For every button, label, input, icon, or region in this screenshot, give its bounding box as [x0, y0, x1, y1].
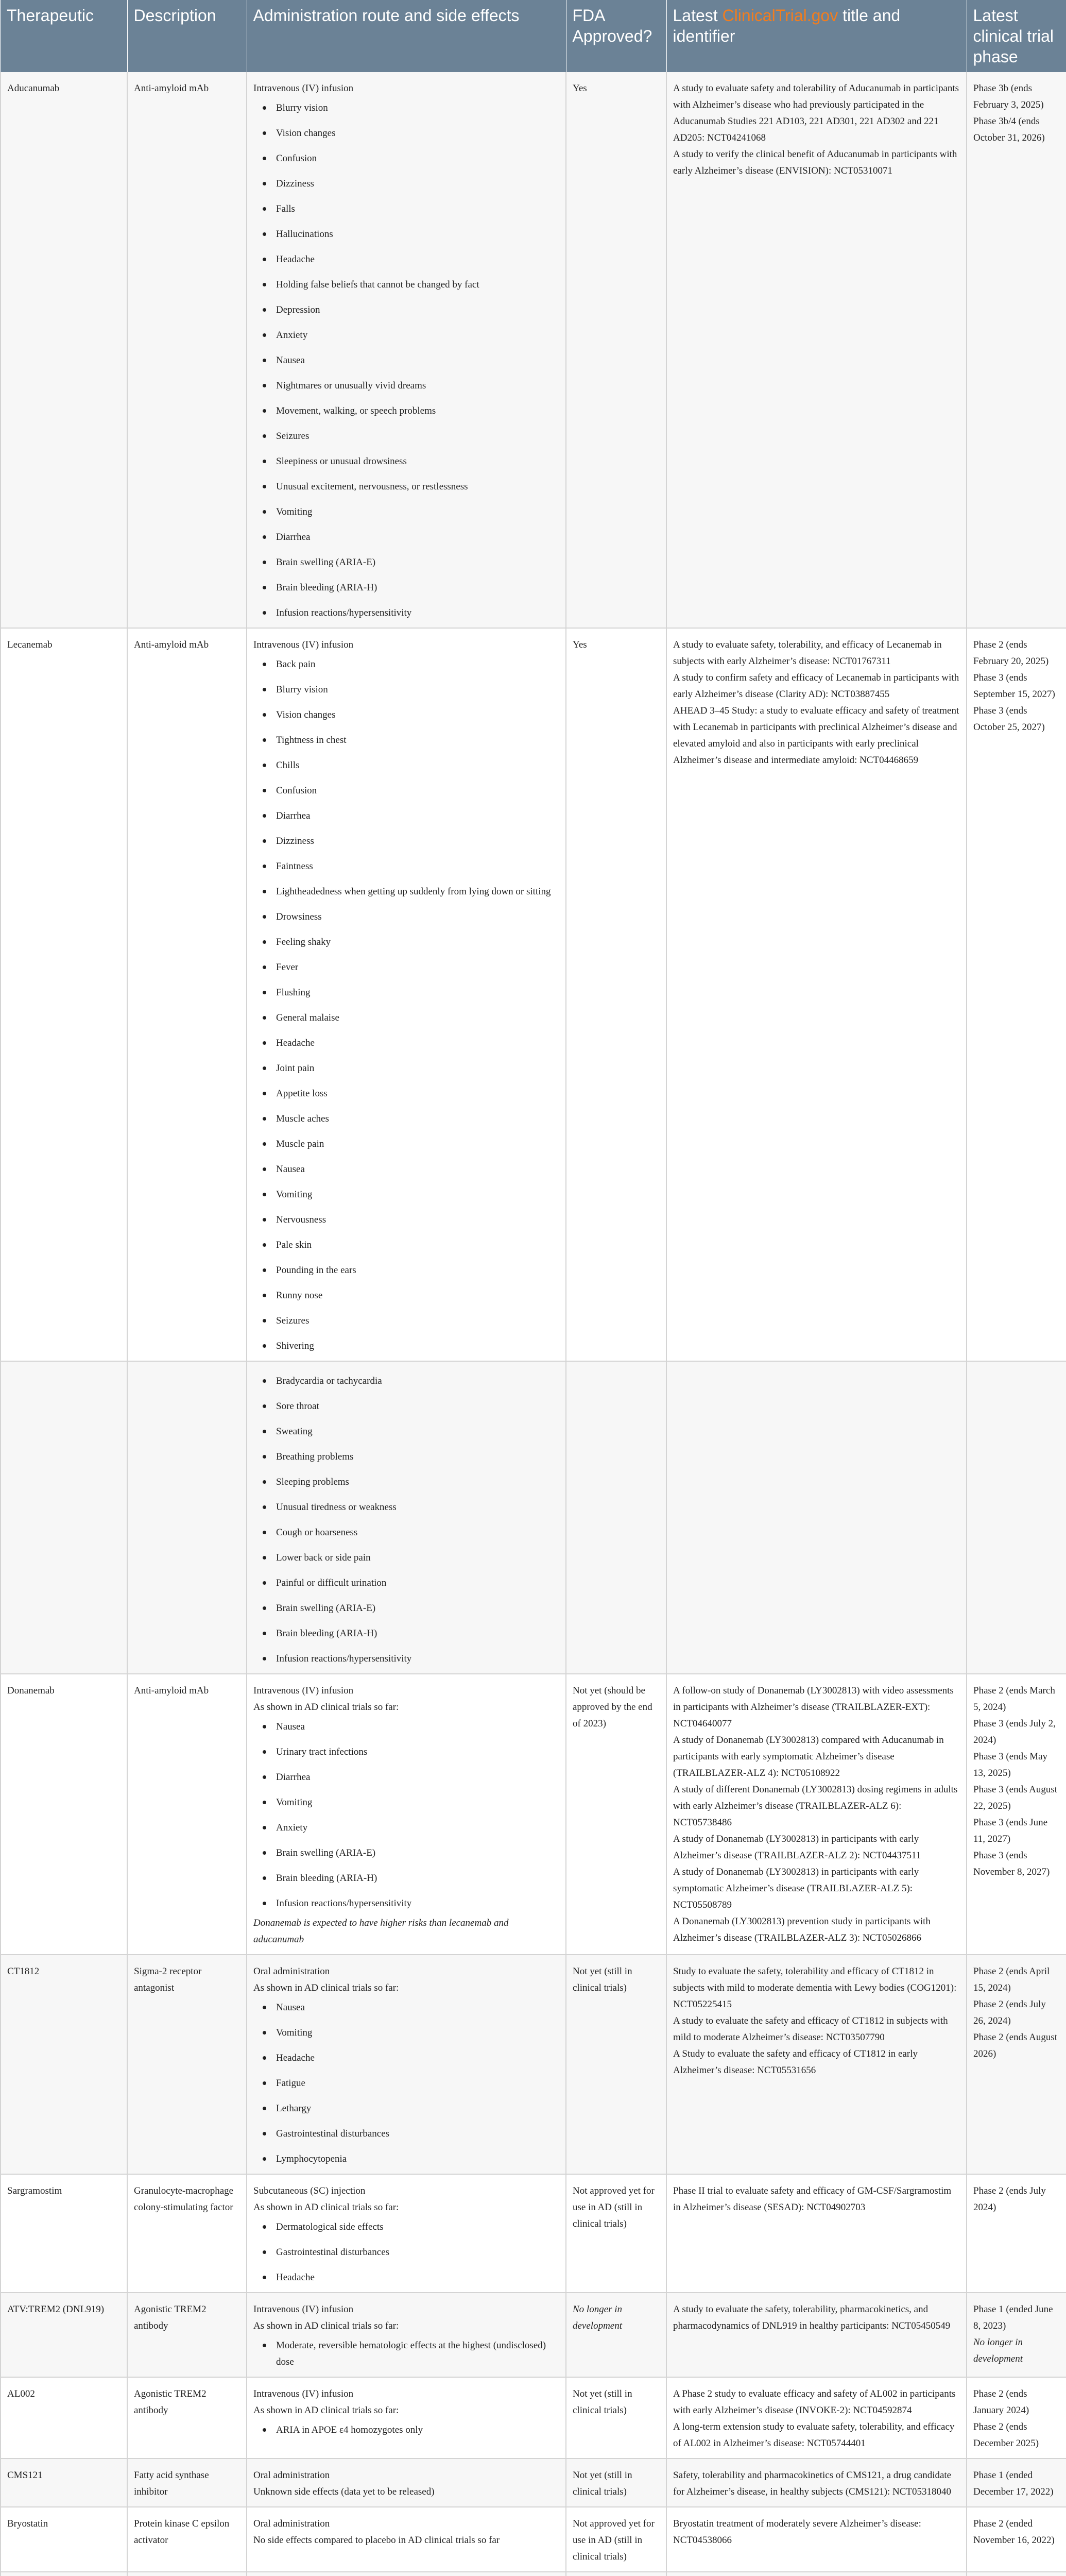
side-effect-item: Flushing — [253, 985, 559, 1001]
fda-approved-cell: Yes — [566, 72, 666, 628]
therapeutic-cell — [1, 2572, 127, 2576]
side-effect-item: Moderate, reversible hematologic effects at the highest (undisclosed) dose — [253, 2337, 559, 2370]
administration-cell — [247, 1955, 566, 2174]
side-effect-item: Muscle pain — [253, 1136, 559, 1153]
phase-note: No longer in development — [973, 2337, 1023, 2364]
therapeutic-cell: CMS121 — [1, 2459, 127, 2507]
side-effect-item: Lightheadedness when getting up suddenly from lying down or sitting — [253, 884, 559, 900]
description-cell: Fatty acid synthase inhibitor — [127, 2459, 247, 2507]
side-effect-item: Urinary tract infections — [253, 1744, 559, 1760]
side-effect-item: Unusual tiredness or weakness — [253, 1499, 559, 1516]
trials-cell — [666, 2507, 967, 2572]
description-cell: Anti-amyloid mAb — [127, 72, 247, 628]
side-effect-item: Brain bleeding (ARIA-H) — [253, 580, 559, 596]
side-effect-item: Diarrhea — [253, 1769, 559, 1786]
trial-entry: A follow-on study of Donanemab (LY3002813) with video assessments in participants with Alzheimer’s disease (TRAILBLAZER-EXT): NCT04640077 — [673, 1685, 954, 1729]
side-effect-item: Headache — [253, 1035, 559, 1052]
description-cell: Granulocyte-macrophage colony-stimulating factor — [127, 2174, 247, 2293]
phase-cell — [967, 2293, 1066, 2377]
side-effect-item: Brain bleeding (ARIA-H) — [253, 1870, 559, 1887]
trials-cell — [666, 1674, 967, 1955]
phase-entry: Phase 3 (ends July 2, 2024) — [973, 1718, 1056, 1745]
trial-entry: A study to confirm safety and efficacy of Lecanemab in participants with early Alzheimer’s disease (Clarity AD): NCT03887455 — [673, 672, 959, 700]
phase-entry: Phase 2 (ends January 2024) — [973, 2388, 1029, 2416]
trial-entry: Phase II trial to evaluate safety and efficacy of GM-CSF/Sargramostim in Alzheimer’s disease (SESAD): NCT04902703 — [673, 2185, 952, 2213]
side-effects-list — [253, 100, 559, 621]
trial-entry: A study to evaluate safety, tolerability, and efficacy of Lecanemab in subjects with early Alzheimer’s disease: NCT01767311 — [673, 639, 942, 667]
table-row — [1, 2507, 1066, 2572]
phase-entry: Phase 2 (ends December 2025) — [973, 2421, 1039, 2449]
route-text: Intravenous (IV) infusion — [253, 1685, 354, 1696]
route-text: Intravenous (IV) infusion — [253, 639, 354, 650]
side-effect-item: Nausea — [253, 352, 559, 369]
phase-entry: Phase 3 (ends August 22, 2025) — [973, 1784, 1058, 1811]
side-effect-item: Nausea — [253, 1999, 559, 2016]
side-effect-item: Drowsiness — [253, 909, 559, 925]
phase-entry: Phase 2 (ends July 26, 2024) — [973, 1999, 1046, 2026]
administration-cell — [247, 1674, 566, 1955]
trial-entry: A study to evaluate the safety, tolerability, pharmacokinetics, and pharmacodynamics of DNL919 in healthy participants: NCT05450549 — [673, 2304, 951, 2331]
trial-entry: Study to evaluate the safety, tolerability and efficacy of CT1812 in subjects with mild to moderate dementia with Lewy bodies (COG1201): NCT05225415 — [673, 1966, 957, 2010]
header-phase: Latest clinical trial phase — [967, 0, 1066, 72]
side-effect-item: Headache — [253, 2050, 559, 2066]
trial-entry: A Phase 2 study to evaluate efficacy and safety of AL002 in participants with early Alzheimer’s disease (INVOKE-2): NCT04592874 — [673, 2388, 956, 2416]
side-effect-item: Brain swelling (ARIA-E) — [253, 554, 559, 571]
side-effects-list — [253, 1999, 559, 2167]
route-text: Oral administration — [253, 2518, 330, 2529]
fda-approved-cell: Not yet (should be approved by the end of 2023) — [566, 1674, 666, 1955]
side-effect-item: Bradycardia or tachycardia — [253, 1373, 559, 1389]
side-effects-intro: As shown in AD clinical trials so far: — [253, 1982, 399, 1993]
side-effect-item: Movement, walking, or speech problems — [253, 403, 559, 419]
side-effect-item: ARIA in APOE ε4 homozygotes only — [253, 2422, 559, 2438]
side-effects-intro: As shown in AD clinical trials so far: — [253, 2320, 399, 2331]
side-effect-item: Blurry vision — [253, 100, 559, 116]
header-trial-prefix: Latest — [673, 6, 723, 25]
fda-approved-cell: Not yet (still in clinical trials) — [566, 1955, 666, 2174]
phase-entry: Phase 3 (ends May 13, 2025) — [973, 1751, 1048, 1778]
side-effect-item: Cough or hoarseness — [253, 1524, 559, 1541]
route-text: Intravenous (IV) infusion — [253, 2304, 354, 2315]
table-row — [1, 1955, 1066, 2174]
side-effect-item: Brain bleeding (ARIA-H) — [253, 1625, 559, 1642]
fda-approved-cell: Not approved yet for use in AD (still in clinical trials) — [566, 2507, 666, 2572]
fda-approved-cell: Yes — [566, 628, 666, 1361]
trial-entry: A study of Donanemab (LY3002813) compared with Aducanumab in participants with early symptomatic Alzheimer’s disease (TRAILBLAZER-ALZ 4): NCT05108922 — [673, 1735, 944, 1778]
side-effect-item: Dizziness — [253, 833, 559, 850]
route-text: Subcutaneous (SC) injection — [253, 2185, 366, 2196]
side-effect-item: Hallucinations — [253, 226, 559, 243]
description-cell: Agonistic TREM2 antibody — [127, 2377, 247, 2459]
trial-entry: A long-term extension study to evaluate safety, tolerability, and efficacy of AL002 in Alzheimer’s disease: NCT05744401 — [673, 2421, 955, 2449]
administration-cell — [247, 2507, 566, 2572]
phase-cell — [967, 2174, 1066, 2293]
side-effect-item: Fatigue — [253, 2075, 559, 2092]
side-effect-item: Nervousness — [253, 1212, 559, 1228]
therapeutic-cell: Aducanumab — [1, 72, 127, 628]
clinicaltrials-link[interactable]: ClinicalTrial.gov — [722, 6, 838, 25]
side-effect-item: Lethargy — [253, 2100, 559, 2117]
therapeutic-cell: Bryostatin — [1, 2507, 127, 2572]
therapeutic-cell: ATV:TREM2 (DNL919) — [1, 2293, 127, 2377]
side-effect-item: Chills — [253, 757, 559, 774]
side-effect-item: Unusual excitement, nervousness, or restlessness — [253, 479, 559, 495]
side-effect-item: Brain swelling (ARIA-E) — [253, 1845, 559, 1861]
trials-cell — [666, 2174, 967, 2293]
side-effect-item: Muscle aches — [253, 1111, 559, 1127]
side-effect-item: Brain swelling (ARIA-E) — [253, 1600, 559, 1617]
description-cell — [127, 1361, 247, 1674]
administration-cell — [247, 2572, 566, 2576]
phase-entry: Phase 2 (ends August 2026) — [973, 2032, 1058, 2059]
phase-entry: Phase 2 (ended November 16, 2022) — [973, 2518, 1055, 2546]
header-administration: Administration route and side effects — [247, 0, 566, 72]
phase-entry: Phase 1 (ended December 17, 2022) — [973, 2470, 1054, 2497]
side-effects-intro: As shown in AD clinical trials so far: — [253, 2405, 399, 2416]
therapeutic-cell: Donanemab — [1, 1674, 127, 1955]
route-text: Oral administration — [253, 1966, 330, 1977]
side-effect-item: Nausea — [253, 1161, 559, 1178]
side-effect-item: Confusion — [253, 783, 559, 799]
side-effect-item: Feeling shaky — [253, 934, 559, 951]
route-text: Oral administration — [253, 2470, 330, 2481]
side-effect-item: Sweating — [253, 1423, 559, 1440]
therapeutic-cell: Lecanemab — [1, 628, 127, 1361]
header-fda-approved: FDA Approved? — [566, 0, 666, 72]
phase-entry: Phase 3 (ends November 8, 2027) — [973, 1850, 1050, 1877]
fda-approved-cell — [566, 2572, 666, 2576]
phase-cell — [967, 1674, 1066, 1955]
side-effect-item: Vision changes — [253, 707, 559, 723]
trials-cell — [666, 2572, 967, 2576]
table-row — [1, 1361, 1066, 1674]
description-cell: Sigma-2 receptor antagonist — [127, 1955, 247, 2174]
side-effect-item: Diarrhea — [253, 808, 559, 824]
trials-cell — [666, 1955, 967, 2174]
phase-entry: Phase 2 (ends February 20, 2025) — [973, 639, 1049, 667]
phase-entry: Phase 2 (ends July 2024) — [973, 2185, 1046, 2213]
trial-entry: A Study to evaluate the safety and efficacy of CT1812 in early Alzheimer’s disease: NCT05531656 — [673, 2048, 918, 2076]
side-effect-item: Fever — [253, 959, 559, 976]
side-effect-item: Infusion reactions/hypersensitivity — [253, 1651, 559, 1667]
table-row — [1, 2293, 1066, 2377]
therapeutic-cell: AL002 — [1, 2377, 127, 2459]
side-effect-item: Infusion reactions/hypersensitivity — [253, 1895, 559, 1912]
side-effects-note: Donanemab is expected to have higher risks than lecanemab and aducanumab — [253, 1918, 509, 1945]
trial-entry: AHEAD 3–45 Study: a study to evaluate efficacy and safety of treatment with Lecanemab in participants with preclinical Alzheimer’s disease and elevated amyloid and also in participants with early preclinical Alzheimer’s disease and intermediate amyloid: NCT04468659 — [673, 705, 959, 766]
side-effect-item: Headache — [253, 251, 559, 268]
phase-cell — [967, 1955, 1066, 2174]
header-therapeutic: Therapeutic — [1, 0, 127, 72]
side-effect-item: Headache — [253, 2269, 559, 2286]
phase-entry: Phase 3 (ends September 15, 2027) — [973, 672, 1055, 700]
fda-approved-cell: Not yet (still in clinical trials) — [566, 2459, 666, 2507]
trials-cell — [666, 2377, 967, 2459]
phase-entry: Phase 3 (ends October 25, 2027) — [973, 705, 1045, 733]
description-cell: Protein kinase C epsilon activator — [127, 2507, 247, 2572]
table-row — [1, 2377, 1066, 2459]
phase-cell — [967, 628, 1066, 1361]
administration-cell — [247, 2174, 566, 2293]
side-effects-intro: No side effects compared to placebo in AD clinical trials so far — [253, 2535, 500, 2546]
trials-cell — [666, 2459, 967, 2507]
phase-cell — [967, 2572, 1066, 2576]
trial-entry: Bryostatin treatment of moderately severe Alzheimer’s disease: NCT04538066 — [673, 2518, 921, 2546]
phase-entry: Phase 3b (ends February 3, 2025) — [973, 83, 1044, 110]
phase-entry: Phase 2 (ends April 15, 2024) — [973, 1966, 1050, 1993]
side-effect-item: Breathing problems — [253, 1449, 559, 1465]
fda-approved-cell: Not yet (still in clinical trials) — [566, 2377, 666, 2459]
side-effects-list — [253, 2219, 559, 2286]
side-effect-item: Gastrointestinal disturbances — [253, 2244, 559, 2261]
side-effects-intro: As shown in AD clinical trials so far: — [253, 1702, 399, 1713]
side-effect-item: Vomiting — [253, 504, 559, 520]
side-effect-item: Nausea — [253, 1719, 559, 1735]
side-effect-item: Dizziness — [253, 176, 559, 192]
fda-approved-cell: No longer in development — [566, 2293, 666, 2377]
side-effects-list — [253, 1719, 559, 1912]
table-row — [1, 628, 1066, 1361]
phase-cell — [967, 1361, 1066, 1674]
side-effect-item: Pounding in the ears — [253, 1262, 559, 1279]
table-row — [1, 1674, 1066, 1955]
trial-entry: A study of Donanemab (LY3002813) in participants with early Alzheimer’s disease (TRAILBLAZER-ALZ 2): NCT04437511 — [673, 1834, 921, 1861]
description-cell — [127, 2572, 247, 2576]
side-effect-item: Holding false beliefs that cannot be changed by fact — [253, 277, 559, 293]
side-effect-item: Vomiting — [253, 1187, 559, 1203]
trial-entry: A study to evaluate the safety and efficacy of CT1812 in subjects with mild to moderate Alzheimer’s disease: NCT03507790 — [673, 2015, 948, 2043]
administration-cell — [247, 2377, 566, 2459]
trials-cell — [666, 1361, 967, 1674]
administration-cell — [247, 72, 566, 628]
side-effects-intro: As shown in AD clinical trials so far: — [253, 2202, 399, 2213]
side-effect-item: Sleeping problems — [253, 1474, 559, 1490]
side-effects-list — [253, 1373, 559, 1667]
table-row — [1, 2572, 1066, 2576]
side-effect-item: Depression — [253, 302, 559, 318]
side-effect-item: Shivering — [253, 1338, 559, 1354]
phase-cell — [967, 2507, 1066, 2572]
side-effects-intro: Unknown side effects (data yet to be released) — [253, 2486, 435, 2497]
phase-cell — [967, 72, 1066, 628]
administration-cell — [247, 2293, 566, 2377]
side-effect-item: Lower back or side pain — [253, 1550, 559, 1566]
side-effect-item: Painful or difficult urination — [253, 1575, 559, 1591]
side-effect-item: Back pain — [253, 656, 559, 673]
phase-entry: Phase 2 (ends March 5, 2024) — [973, 1685, 1055, 1713]
side-effect-item: Falls — [253, 201, 559, 217]
fda-approved-cell — [566, 1361, 666, 1674]
route-text: Intravenous (IV) infusion — [253, 83, 354, 94]
side-effect-item: Joint pain — [253, 1060, 559, 1077]
route-text: Intravenous (IV) infusion — [253, 2388, 354, 2399]
side-effect-item: Runny nose — [253, 1287, 559, 1304]
description-cell: Anti-amyloid mAb — [127, 628, 247, 1361]
trial-entry: A study to verify the clinical benefit of Aducanumab in participants with early Alzheimer’s disease (ENVISION): NCT05310071 — [673, 149, 957, 176]
side-effect-item: General malaise — [253, 1010, 559, 1026]
description-cell: Anti-amyloid mAb — [127, 1674, 247, 1955]
side-effects-list — [253, 2422, 559, 2438]
phase-cell — [967, 2459, 1066, 2507]
trials-cell — [666, 2293, 967, 2377]
side-effect-item: Seizures — [253, 428, 559, 445]
trial-entry: A Donanemab (LY3002813) prevention study in participants with Alzheimer’s disease (TRAILBLAZER-ALZ 3): NCT05026866 — [673, 1916, 931, 1943]
side-effect-item: Diarrhea — [253, 529, 559, 546]
side-effect-item: Appetite loss — [253, 1086, 559, 1102]
side-effect-item: Nightmares or unusually vivid dreams — [253, 378, 559, 394]
side-effect-item: Anxiety — [253, 1820, 559, 1836]
side-effect-item: Confusion — [253, 150, 559, 167]
trials-cell — [666, 628, 967, 1361]
table-row — [1, 2174, 1066, 2293]
trial-entry: A study of different Donanemab (LY3002813) dosing regimens in adults with early Alzheimer’s disease (TRAILBLAZER-ALZ 6): NCT05738486 — [673, 1784, 958, 1828]
side-effect-item: Sore throat — [253, 1398, 559, 1415]
administration-cell — [247, 2459, 566, 2507]
side-effect-item: Vomiting — [253, 2025, 559, 2041]
administration-cell — [247, 628, 566, 1361]
phase-entry: Phase 3 (ends June 11, 2027) — [973, 1817, 1048, 1844]
side-effect-item: Blurry vision — [253, 682, 559, 698]
therapeutic-cell — [1, 1361, 127, 1674]
description-cell: Agonistic TREM2 antibody — [127, 2293, 247, 2377]
side-effect-item: Tightness in chest — [253, 732, 559, 749]
phase-entry: Phase 1 (ended June 8, 2023) — [973, 2304, 1053, 2331]
side-effect-item: Seizures — [253, 1313, 559, 1329]
header-description: Description — [127, 0, 247, 72]
side-effects-list — [253, 2337, 559, 2370]
side-effect-item: Faintness — [253, 858, 559, 875]
header-latest-trial — [666, 0, 967, 72]
therapeutic-cell: Sargramostim — [1, 2174, 127, 2293]
side-effect-item: Lymphocytopenia — [253, 2151, 559, 2167]
phase-entry: Phase 3b/4 (ends October 31, 2026) — [973, 116, 1045, 143]
trial-entry: A study of Donanemab (LY3002813) in participants with early symptomatic Alzheimer’s disease (TRAILBLAZER-ALZ 5): NCT05508789 — [673, 1867, 919, 1910]
side-effect-item: Vomiting — [253, 1794, 559, 1811]
side-effect-item: Vision changes — [253, 125, 559, 142]
administration-cell — [247, 1361, 566, 1674]
phase-cell — [967, 2377, 1066, 2459]
trial-entry: Safety, tolerability and pharmacokinetics of CMS121, a drug candidate for Alzheimer’s disease, in healthy subjects (CMS121): NCT05318040 — [673, 2470, 952, 2497]
fda-approved-cell: Not approved yet for use in AD (still in clinical trials) — [566, 2174, 666, 2293]
side-effects-list — [253, 656, 559, 1354]
trial-entry: A study to evaluate safety and tolerability of Aducanumab in participants with Alzheimer’s disease who had previously participated in the Aducanumab Studies 221 AD103, 221 AD301, 221 AD302 and 221 AD205: NCT04241068 — [673, 83, 959, 143]
header-row — [1, 0, 1066, 72]
table-row — [1, 2459, 1066, 2507]
side-effect-item: Infusion reactions/hypersensitivity — [253, 605, 559, 621]
side-effect-item: Dermatological side effects — [253, 2219, 559, 2235]
side-effect-item: Anxiety — [253, 327, 559, 344]
side-effect-item: Sleepiness or unusual drowsiness — [253, 453, 559, 470]
side-effect-item: Gastrointestinal disturbances — [253, 2126, 559, 2142]
header-trial-suffix: title and identifier — [673, 6, 901, 45]
trials-cell — [666, 72, 967, 628]
side-effect-item: Pale skin — [253, 1237, 559, 1253]
therapeutic-cell: CT1812 — [1, 1955, 127, 2174]
table-row — [1, 72, 1066, 628]
